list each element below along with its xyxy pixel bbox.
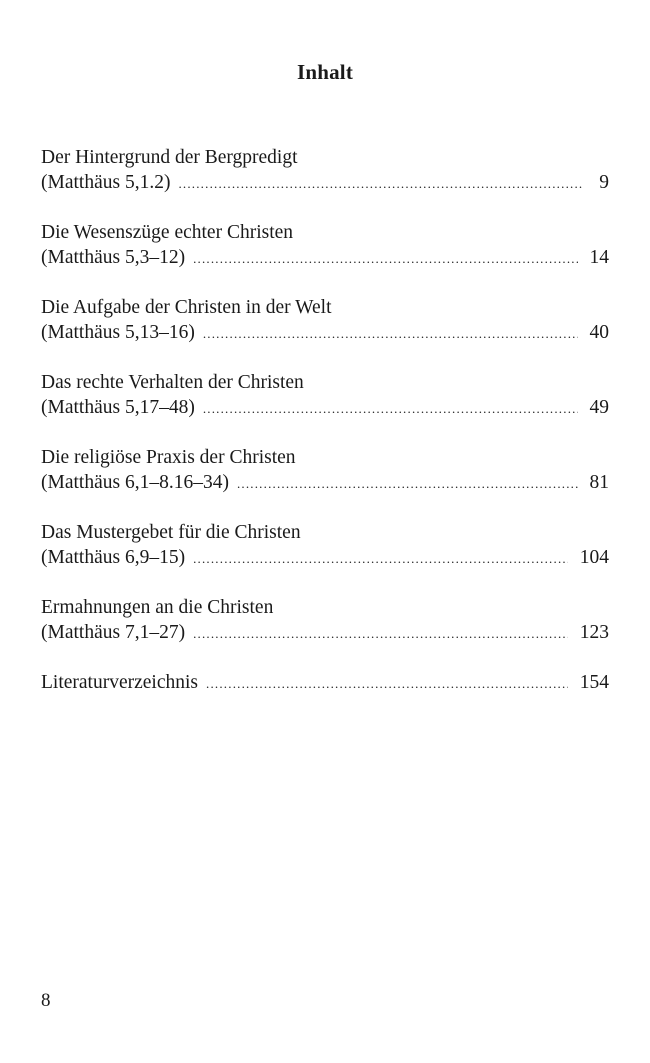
dot-leader — [193, 246, 577, 271]
dot-leader — [193, 621, 568, 646]
toc-page-number: 9 — [599, 172, 609, 193]
toc-entry-title: Das Mustergebet für die Christen — [41, 522, 301, 543]
dot-leader — [203, 321, 578, 346]
toc-entry-line — [41, 470, 609, 495]
toc-page-number: 104 — [579, 547, 609, 568]
toc-page-number: 154 — [579, 672, 609, 693]
toc-entry-line — [41, 320, 609, 345]
toc-entry-reference: (Matthäus 5,13–16) — [41, 322, 195, 343]
toc-entry — [41, 145, 609, 195]
toc-page-number: 123 — [579, 622, 609, 643]
dot-leader — [203, 396, 578, 421]
dot-leader — [206, 671, 568, 696]
toc-entry-reference: (Matthäus 7,1–27) — [41, 622, 186, 643]
toc-entry-title: Die Aufgabe der Christen in der Welt — [41, 297, 332, 318]
page-title: Inhalt — [296, 60, 354, 84]
toc-entry-reference: (Matthäus 5,17–48) — [41, 397, 195, 418]
toc-entry — [41, 295, 609, 345]
toc-entry-title: Das rechte Verhalten der Christen — [41, 372, 304, 393]
toc-entry-reference: Literaturverzeichnis — [41, 672, 198, 693]
toc-entry-title: Die religiöse Praxis der Christen — [41, 447, 296, 468]
toc-entry — [41, 595, 609, 645]
toc-entry-line — [41, 245, 609, 270]
dot-leader — [193, 546, 568, 571]
table-of-contents — [41, 145, 609, 720]
toc-entry — [41, 220, 609, 270]
toc-entry-line — [41, 170, 609, 195]
toc-page-number: 40 — [589, 322, 609, 343]
toc-entry-title: Die Wesenszüge echter Christen — [41, 222, 294, 243]
toc-entry — [41, 370, 609, 420]
toc-page-number: 81 — [589, 472, 609, 493]
toc-page-number: 14 — [589, 247, 609, 268]
toc-entry-reference: (Matthäus 5,1.2) — [41, 172, 171, 193]
toc-entry-line — [41, 545, 609, 570]
toc-page-number: 49 — [589, 397, 609, 418]
dot-leader — [237, 471, 578, 496]
toc-entry-line — [41, 670, 609, 695]
toc-entry — [41, 520, 609, 570]
toc-entry-title: Der Hintergrund der Bergpredigt — [41, 147, 298, 168]
toc-entry-bibliography — [41, 670, 609, 695]
dot-leader — [178, 171, 583, 196]
toc-entry-reference: (Matthäus 6,9–15) — [41, 547, 186, 568]
page-number: 8 — [41, 990, 51, 1011]
toc-entry-reference: (Matthäus 6,1–8.16–34) — [41, 472, 229, 493]
toc-entry-reference: (Matthäus 5,3–12) — [41, 247, 186, 268]
toc-entry-line — [41, 620, 609, 645]
toc-entry — [41, 445, 609, 495]
toc-entry-line — [41, 395, 609, 420]
toc-entry-title: Ermahnungen an die Christen — [41, 597, 274, 618]
